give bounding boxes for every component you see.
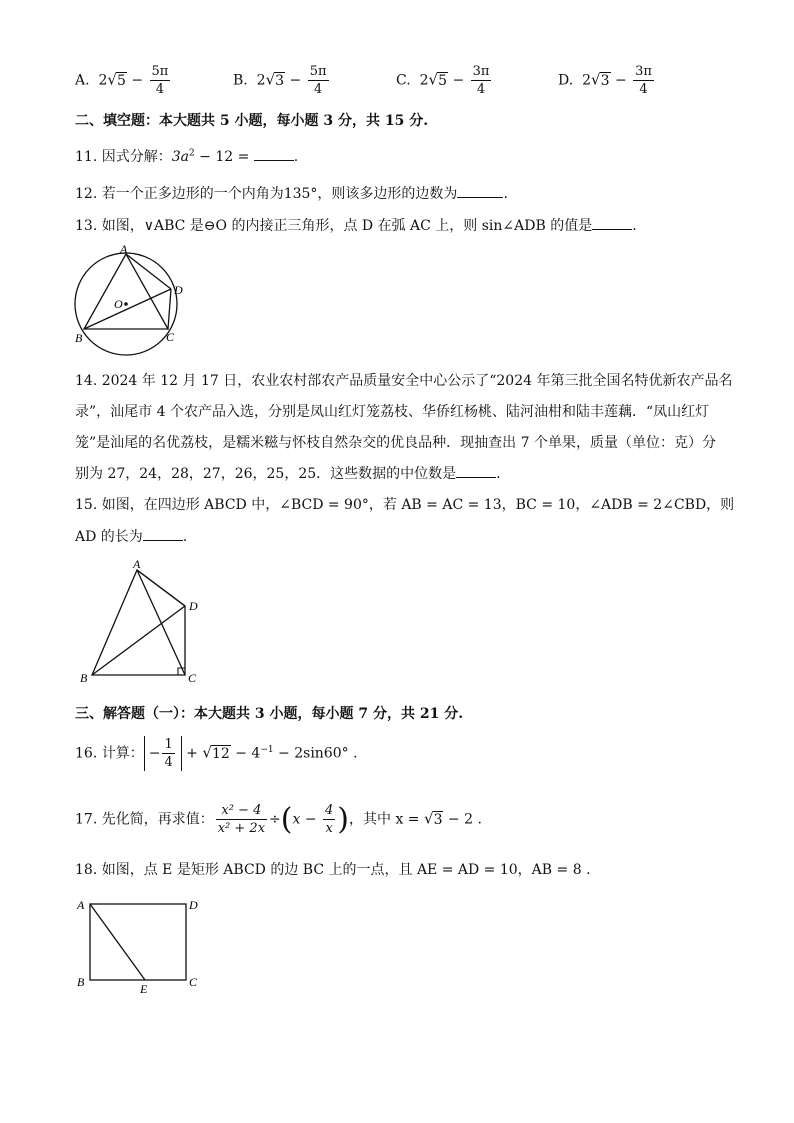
q11-exp: 2 [188,148,195,159]
q16-minus: − [148,745,161,762]
q16-num: 1 [164,737,173,752]
option-d: D. 2√3 − $\frac{3\pi}{4}$ [558,64,652,97]
fig18-label-a: A [77,898,85,912]
q17-num: x² − 4 [216,802,267,820]
q17-inner-fraction [323,802,335,837]
option-a-coef: 2 [98,72,108,89]
q16-den: 4 [164,755,173,770]
option-d-radicand: 3 [600,72,610,89]
figure-13-circle-triangle [70,242,195,360]
q13-text: 13. 如图，∨ABC 是⊖O 的内接正三角形，点 D 在弧 AC 上，则 sin∠ADB 的值是 [75,218,593,234]
question-14-line-1: 14. 2024 年 12 月 17 日，农业农村部农产品质量安全中心公示了“2024 年第三批全国名特优新农产品名 [75,373,733,389]
fig18-label-c: C [189,975,198,989]
option-a-letter: A. [75,72,90,89]
question-14-line-3: 笼”是汕尾的名优荔枝，是糯米糍与怀枝自然杂交的优良品种．现抽查出 7 个单果，质量（单位：克）分 [75,435,716,451]
option-b-coef: 2 [256,72,266,89]
fig13-label-b: B [75,331,83,345]
q14-end: . [496,466,501,482]
q16-fraction [162,736,174,771]
fig18-label-e: E [140,982,148,996]
option-c-radicand: 5 [438,72,447,89]
q17-fraction [216,802,267,837]
figure-15-quadrilateral [75,558,210,688]
q17-inner-den: x [325,821,333,836]
q16-end: . [353,745,358,762]
fig13-segment-bd [84,289,171,329]
question-14-line-2: 录”，汕尾市 4 个农产品入选，分别是凤山红灯笼荔枝、华侨红杨桃、陆河油柑和陆丰莲藕．“凤山红灯 [75,404,710,420]
fig15-segment-ad [137,570,185,606]
q12-end: . [503,186,508,202]
q17-inner-num: 4 [325,803,334,818]
q16-rest-b: − 2sin60° [273,745,349,762]
fig13-label-d: D [174,283,183,297]
option-a-radicand: 5 [116,72,126,89]
fig13-label-a: A [120,242,128,256]
fig13-label-o: O [114,297,123,311]
option-b-den: 4 [313,82,323,97]
q13-answer-blank [592,215,632,230]
option-a-minus: − [131,72,144,89]
fig15-segment-bd [92,606,185,675]
option-b-letter: B. [233,72,248,89]
option-a-fraction [150,63,171,98]
question-15-line-1: 15. 如图，在四边形 ABCD 中，∠BCD = 90°，若 AB = AC = 13，BC = 10，∠ADB = 2∠CBD，则 [75,497,735,513]
option-c-letter: C. [396,72,411,89]
question-11 [75,146,298,166]
q17-div: ÷ [269,811,281,828]
question-18: 18. 如图，点 E 是矩形 ABCD 的边 BC 上的一点，且 AE = AD = 10，AB = 8 . [75,862,591,878]
question-16: 16. 计算： − $\frac{1}{4}$ + $√12 - 4^{-1} - 2\sin 60^\circ$ . [75,737,358,770]
option-b-minus: − [289,72,302,89]
fig13-segment-dc [168,289,171,329]
option-d-letter: D. [558,72,574,89]
q11-answer-blank [254,146,294,161]
fig15-label-d: D [189,599,198,613]
question-15-line-2 [75,526,187,546]
option-d-minus: − [614,72,627,89]
question-17: 17. 先化简，再求值： $\frac{\text{x² − 4}}{\text{x² + 2x}}$ ÷(x − $\frac{4}{x}$ )，其中 x = √3 − 2 . [75,802,482,837]
fig15-outline-abdc [92,570,185,675]
q15-line-2-text: AD 的长为 [75,529,143,545]
q14-line-4-text: 别为 27，24，28，27，26，25，25．这些数据的中位数是 [75,466,457,482]
fig15-label-b: B [80,671,88,685]
q11-end: . [293,149,299,165]
fig13-triangle-abc [84,254,168,329]
q16-rest-a: − 4 [230,745,261,762]
q16-absolute-value [144,736,182,771]
fig18-segment-ae [90,904,145,980]
fig18-label-d: D [189,898,198,912]
fig18-rectangle-abcd [90,904,186,980]
q15-end: . [182,529,188,545]
q17-inner-a: x − [292,811,322,828]
figure-18-rectangle [73,893,208,998]
fig13-segment-ad [126,254,171,289]
option-b-num: 5π [309,64,327,79]
q16-prefix: 16. 计算： [75,745,144,762]
option-b-fraction [308,63,329,98]
q17-suffix: ，其中 x = [349,811,424,828]
q16-exp: −1 [260,744,274,755]
option-b-radicand: 3 [275,72,285,89]
fig15-label-a: A [133,558,141,571]
fig15-label-c: C [188,671,197,685]
section2-heading: 二、填空题：本大题共 5 小题，每小题 3 分，共 15 分. [75,113,429,129]
q13-end: . [632,218,637,234]
q17-den: x² + 2x [217,821,266,836]
option-d-fraction [633,63,654,98]
option-c-minus: − [452,72,465,89]
question-12 [75,183,508,203]
fig13-label-c: C [166,330,175,344]
q14-answer-blank [456,463,496,478]
q12-text: 12. 若一个正多边形的一个内角为135°，则该多边形的边数为 [75,186,458,202]
q17-tail: − 2 . [443,811,482,828]
section3-heading: 三、解答题（一）：本大题共 3 小题，每小题 7 分，共 21 分. [75,706,464,722]
fig13-center-dot [124,302,128,306]
option-c: C. 2√5 − $\frac{3\pi}{4}$ [396,64,490,97]
q12-answer-blank [457,183,503,198]
q16-radicand: 12 [211,745,230,762]
q15-answer-blank [143,526,183,541]
fig18-label-b: B [77,975,85,989]
question-13 [75,215,637,235]
option-c-fraction [471,63,492,98]
option-c-den: 4 [476,82,486,97]
option-b: B. 2√3 − $\frac{5\pi}{4}$ [233,64,327,97]
q11-prefix: 11. 因式分解： [75,149,172,165]
option-d-coef: 2 [582,72,592,89]
q16-plus: + [181,745,203,762]
option-c-coef: 2 [419,72,429,89]
option-d-den: 4 [639,82,648,97]
q17-prefix: 17. 先化简，再求值： [75,811,214,828]
option-a-den: 4 [155,82,165,97]
fig15-segment-ac [137,570,185,675]
q17-radicand: 3 [433,811,443,828]
question-14-line-4 [75,463,501,483]
option-a-num: 5π [151,64,169,79]
option-a: A. 2√5 − $\frac{5\pi}{4}$ [75,64,169,97]
option-c-num: 3π [472,64,490,79]
q11-expr-b: − 12 = [194,149,254,165]
option-d-num: 3π [635,64,652,79]
q11-expr-a: 3a [171,149,189,165]
